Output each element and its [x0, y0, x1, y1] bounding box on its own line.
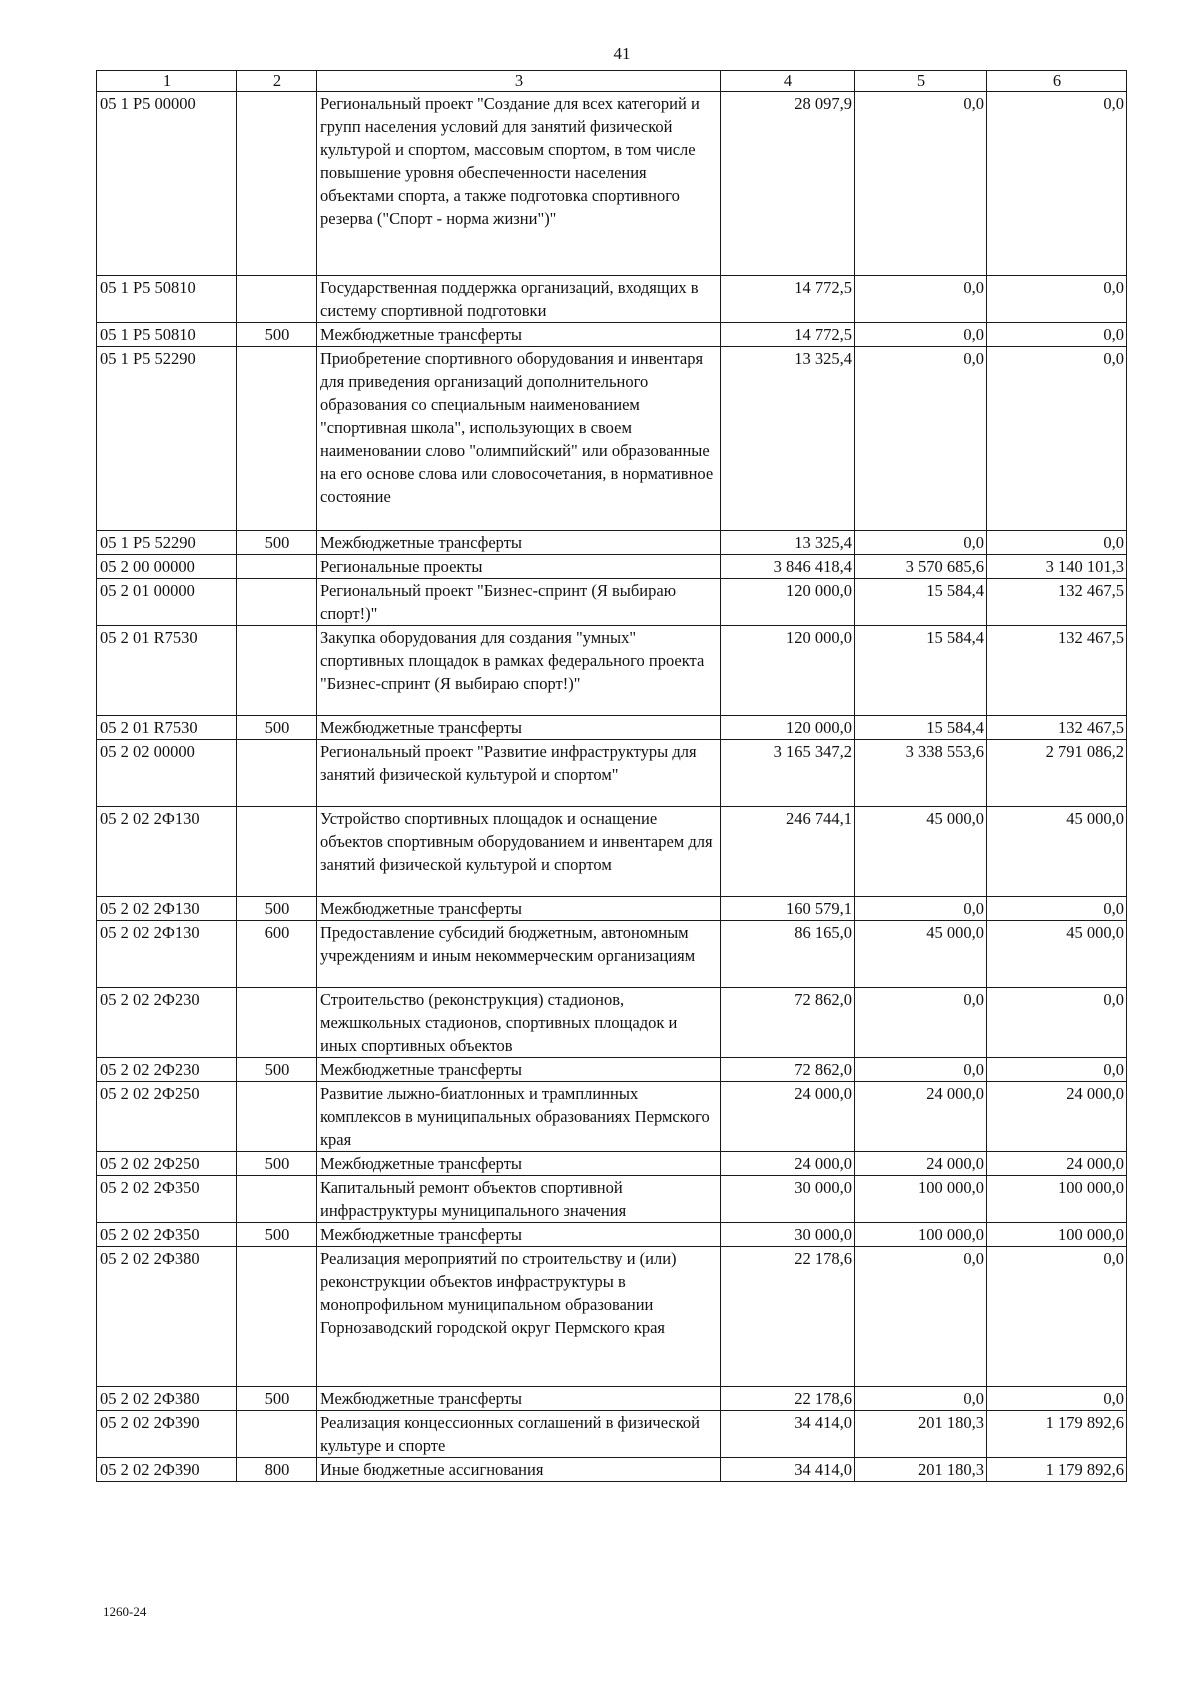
row-code: 05 2 01 R7530 [97, 626, 237, 716]
table-row [97, 1152, 1127, 1176]
row-value-col6: 100 000,0 [987, 1223, 1127, 1247]
row-name: Межбюджетные трансферты [317, 323, 721, 347]
row-value-col5: 0,0 [855, 1247, 987, 1387]
row-expense-type [237, 988, 317, 1058]
row-expense-type [237, 1082, 317, 1152]
row-value-col6: 0,0 [987, 347, 1127, 531]
table-row [97, 1387, 1127, 1411]
page-number: 41 [613, 44, 631, 63]
row-value-col5: 100 000,0 [855, 1176, 987, 1223]
row-code: 05 2 02 2Ф230 [97, 988, 237, 1058]
row-name: Межбюджетные трансферты [317, 531, 721, 555]
row-code: 05 1 P5 00000 [97, 92, 237, 276]
row-expense-type [237, 1176, 317, 1223]
row-value-col4: 120 000,0 [721, 579, 855, 626]
row-value-col4: 160 579,1 [721, 897, 855, 921]
row-code: 05 2 02 00000 [97, 740, 237, 807]
row-value-col6: 24 000,0 [987, 1152, 1127, 1176]
row-value-col6: 132 467,5 [987, 579, 1127, 626]
row-value-col5: 0,0 [855, 531, 987, 555]
row-expense-type: 500 [237, 1152, 317, 1176]
row-name: Региональный проект "Создание для всех категорий и групп населения условий для занятий физической культурой и спортом, массовым спортом, в том числе повышение уровня обеспеченности населения объектами спорта, а также подготовка спортивного резерва ("Спорт - норма жизни")" [317, 92, 721, 276]
row-value-col6: 1 179 892,6 [987, 1411, 1127, 1458]
row-value-col4: 120 000,0 [721, 626, 855, 716]
row-name: Реализация мероприятий по строительству и (или) реконструкции объектов инфраструктуры в монопрофильном муниципальном образовании Горнозаводский городской округ Пермского края [317, 1247, 721, 1387]
row-value-col4: 86 165,0 [721, 921, 855, 988]
row-name: Региональные проекты [317, 555, 721, 579]
table-row [97, 740, 1127, 807]
row-value-col6: 0,0 [987, 276, 1127, 323]
row-value-col6: 132 467,5 [987, 716, 1127, 740]
row-code: 05 2 02 2Ф380 [97, 1247, 237, 1387]
row-name: Устройство спортивных площадок и оснащение объектов спортивным оборудованием и инвентарем для занятий физической культурой и спортом [317, 807, 721, 897]
row-expense-type [237, 92, 317, 276]
row-name: Закупка оборудования для создания "умных" спортивных площадок в рамках федерального проекта "Бизнес-спринт (Я выбираю спорт!)" [317, 626, 721, 716]
row-value-col6: 0,0 [987, 531, 1127, 555]
row-value-col5: 0,0 [855, 92, 987, 276]
col-header-5: 5 [855, 71, 987, 92]
row-code: 05 2 00 00000 [97, 555, 237, 579]
row-code: 05 2 01 R7530 [97, 716, 237, 740]
row-code: 05 2 02 2Ф130 [97, 921, 237, 988]
row-expense-type: 500 [237, 531, 317, 555]
row-expense-type [237, 626, 317, 716]
table-row [97, 1247, 1127, 1387]
row-expense-type [237, 807, 317, 897]
row-code: 05 2 02 2Ф350 [97, 1176, 237, 1223]
col-header-2: 2 [237, 71, 317, 92]
row-value-col4: 24 000,0 [721, 1152, 855, 1176]
row-name: Межбюджетные трансферты [317, 1223, 721, 1247]
table-row [97, 921, 1127, 988]
row-value-col5: 45 000,0 [855, 921, 987, 988]
row-name: Предоставление субсидий бюджетным, автономным учреждениям и иным некоммерческим организациям [317, 921, 721, 988]
row-value-col6: 3 140 101,3 [987, 555, 1127, 579]
row-value-col5: 3 338 553,6 [855, 740, 987, 807]
row-value-col6: 45 000,0 [987, 921, 1127, 988]
table-row [97, 579, 1127, 626]
col-header-4: 4 [721, 71, 855, 92]
row-expense-type [237, 555, 317, 579]
row-value-col6: 0,0 [987, 897, 1127, 921]
row-value-col6: 45 000,0 [987, 807, 1127, 897]
row-value-col4: 72 862,0 [721, 988, 855, 1058]
row-name: Межбюджетные трансферты [317, 1387, 721, 1411]
row-value-col4: 34 414,0 [721, 1411, 855, 1458]
row-value-col4: 22 178,6 [721, 1387, 855, 1411]
row-value-col4: 30 000,0 [721, 1176, 855, 1223]
row-value-col4: 30 000,0 [721, 1223, 855, 1247]
table-row [97, 347, 1127, 531]
row-value-col5: 0,0 [855, 323, 987, 347]
row-value-col5: 3 570 685,6 [855, 555, 987, 579]
row-value-col6: 0,0 [987, 988, 1127, 1058]
row-expense-type [237, 347, 317, 531]
row-expense-type: 500 [237, 1387, 317, 1411]
row-value-col5: 0,0 [855, 897, 987, 921]
row-value-col4: 3 165 347,2 [721, 740, 855, 807]
row-value-col6: 0,0 [987, 1058, 1127, 1082]
row-code: 05 2 02 2Ф390 [97, 1411, 237, 1458]
header-row [97, 71, 1127, 92]
row-code: 05 1 P5 50810 [97, 323, 237, 347]
row-expense-type: 800 [237, 1458, 317, 1482]
table-row [97, 1058, 1127, 1082]
row-expense-type [237, 1247, 317, 1387]
col-header-6: 6 [987, 71, 1127, 92]
row-expense-type [237, 740, 317, 807]
row-expense-type: 500 [237, 897, 317, 921]
row-value-col5: 0,0 [855, 1058, 987, 1082]
table-row [97, 1176, 1127, 1223]
table-row [97, 323, 1127, 347]
row-value-col4: 34 414,0 [721, 1458, 855, 1482]
row-value-col6: 0,0 [987, 323, 1127, 347]
row-name: Межбюджетные трансферты [317, 1058, 721, 1082]
row-value-col4: 3 846 418,4 [721, 555, 855, 579]
row-expense-type: 500 [237, 1058, 317, 1082]
row-name: Межбюджетные трансферты [317, 897, 721, 921]
row-code: 05 1 P5 50810 [97, 276, 237, 323]
row-value-col4: 246 744,1 [721, 807, 855, 897]
row-expense-type: 600 [237, 921, 317, 988]
table-row [97, 897, 1127, 921]
budget-table [96, 70, 1127, 1482]
row-value-col6: 0,0 [987, 1247, 1127, 1387]
row-code: 05 1 P5 52290 [97, 531, 237, 555]
row-name: Развитие лыжно-биатлонных и трамплинных комплексов в муниципальных образованиях Пермского края [317, 1082, 721, 1152]
row-code: 05 2 02 2Ф390 [97, 1458, 237, 1482]
row-value-col6: 0,0 [987, 92, 1127, 276]
row-code: 05 2 02 2Ф380 [97, 1387, 237, 1411]
row-expense-type: 500 [237, 1223, 317, 1247]
row-code: 05 2 02 2Ф130 [97, 897, 237, 921]
row-expense-type [237, 579, 317, 626]
row-value-col5: 0,0 [855, 276, 987, 323]
row-value-col6: 0,0 [987, 1387, 1127, 1411]
row-code: 05 2 02 2Ф250 [97, 1082, 237, 1152]
row-value-col4: 13 325,4 [721, 531, 855, 555]
row-expense-type: 500 [237, 716, 317, 740]
row-value-col6: 24 000,0 [987, 1082, 1127, 1152]
row-value-col6: 2 791 086,2 [987, 740, 1127, 807]
row-name: Строительство (реконструкция) стадионов, межшкольных стадионов, спортивных площадок и иных спортивных объектов [317, 988, 721, 1058]
row-value-col6: 100 000,0 [987, 1176, 1127, 1223]
row-value-col6: 1 179 892,6 [987, 1458, 1127, 1482]
table-row [97, 1223, 1127, 1247]
table-row [97, 626, 1127, 716]
row-name: Приобретение спортивного оборудования и инвентаря для приведения организаций дополнительного образования со специальным наименованием "спортивная школа", использующих в своем наименовании слово "олимпийский" или образованные на его основе слова или словосочетания, в нормативное состояние [317, 347, 721, 531]
table-row [97, 92, 1127, 276]
table-row [97, 716, 1127, 740]
row-value-col4: 14 772,5 [721, 323, 855, 347]
row-value-col5: 15 584,4 [855, 626, 987, 716]
row-value-col5: 0,0 [855, 1387, 987, 1411]
row-code: 05 2 02 2Ф250 [97, 1152, 237, 1176]
row-name: Капитальный ремонт объектов спортивной инфраструктуры муниципального значения [317, 1176, 721, 1223]
row-code: 05 1 P5 52290 [97, 347, 237, 531]
row-expense-type [237, 1411, 317, 1458]
row-value-col4: 13 325,4 [721, 347, 855, 531]
row-code: 05 2 01 00000 [97, 579, 237, 626]
row-name: Региональный проект "Бизнес-спринт (Я выбираю спорт!)" [317, 579, 721, 626]
row-expense-type [237, 276, 317, 323]
row-code: 05 2 02 2Ф230 [97, 1058, 237, 1082]
row-value-col4: 72 862,0 [721, 1058, 855, 1082]
row-code: 05 2 02 2Ф350 [97, 1223, 237, 1247]
row-name: Государственная поддержка организаций, входящих в систему спортивной подготовки [317, 276, 721, 323]
row-value-col5: 45 000,0 [855, 807, 987, 897]
row-value-col5: 201 180,3 [855, 1458, 987, 1482]
table-row [97, 555, 1127, 579]
row-name: Реализация концессионных соглашений в физической культуре и спорте [317, 1411, 721, 1458]
row-value-col4: 22 178,6 [721, 1247, 855, 1387]
row-code: 05 2 02 2Ф130 [97, 807, 237, 897]
row-value-col6: 132 467,5 [987, 626, 1127, 716]
row-value-col5: 201 180,3 [855, 1411, 987, 1458]
row-name: Межбюджетные трансферты [317, 716, 721, 740]
row-expense-type: 500 [237, 323, 317, 347]
row-value-col5: 100 000,0 [855, 1223, 987, 1247]
row-value-col4: 24 000,0 [721, 1082, 855, 1152]
table-row [97, 1411, 1127, 1458]
table-row [97, 531, 1127, 555]
col-header-1: 1 [97, 71, 237, 92]
row-value-col5: 0,0 [855, 988, 987, 1058]
row-value-col5: 24 000,0 [855, 1082, 987, 1152]
table-row [97, 276, 1127, 323]
col-header-3: 3 [317, 71, 721, 92]
row-value-col4: 14 772,5 [721, 276, 855, 323]
row-value-col5: 15 584,4 [855, 716, 987, 740]
table-row [97, 1082, 1127, 1152]
row-name: Иные бюджетные ассигнования [317, 1458, 721, 1482]
table-row [97, 988, 1127, 1058]
row-value-col5: 0,0 [855, 347, 987, 531]
row-name: Региональный проект "Развитие инфраструктуры для занятий физической культурой и спортом" [317, 740, 721, 807]
row-value-col4: 120 000,0 [721, 716, 855, 740]
row-value-col5: 24 000,0 [855, 1152, 987, 1176]
row-value-col4: 28 097,9 [721, 92, 855, 276]
row-value-col5: 15 584,4 [855, 579, 987, 626]
document-code: 1260-24 [103, 1604, 147, 1619]
row-name: Межбюджетные трансферты [317, 1152, 721, 1176]
table-row [97, 807, 1127, 897]
table-row [97, 1458, 1127, 1482]
